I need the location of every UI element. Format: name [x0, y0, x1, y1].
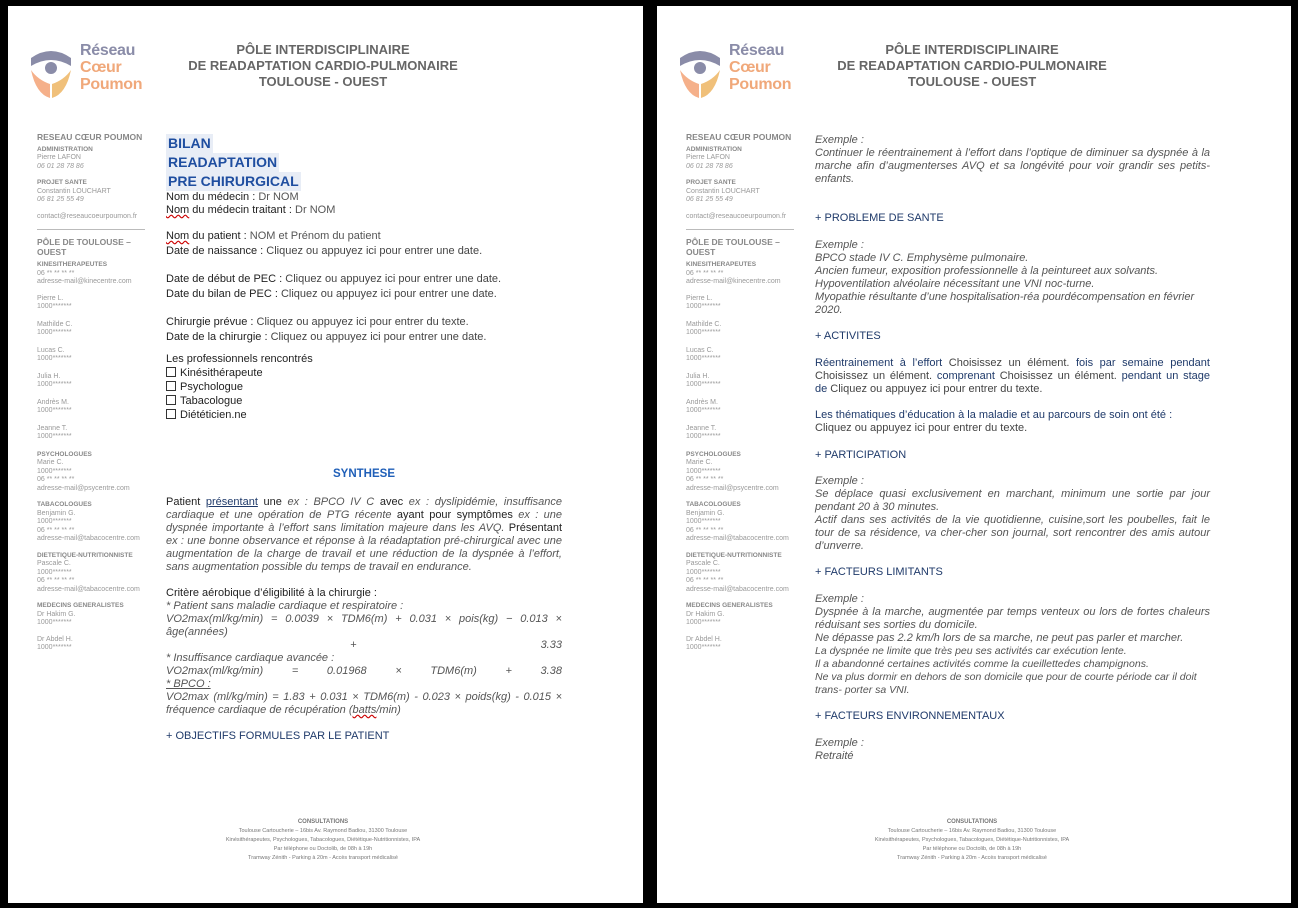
- sidebar-person: Andrès M.: [37, 398, 69, 406]
- text-run: Patient: [166, 496, 206, 508]
- sidebar-number: 1000*******: [37, 644, 72, 651]
- sidebar-person: Pascale C.: [37, 560, 71, 567]
- example-label: Exemple :: [815, 737, 864, 749]
- field-label: Nom du médecin :: [166, 191, 256, 203]
- problem-line: Ancien fumeur, exposition professionnelle à la peintureet aux solvants.: [815, 265, 1159, 277]
- header-line: PÔLE INTERDISCIPLINAIRE: [236, 42, 410, 57]
- field-label: Date de début de PEC :: [166, 273, 283, 285]
- formula-token: VO2max(ml/kg/min): [166, 665, 264, 677]
- text-run: ayant pour symptômes: [391, 509, 519, 521]
- footer-line: Tramway Zénith - Parking à 20m - Accès transport médicalisé: [897, 855, 1047, 861]
- text-run: ex : une bonne observance et réponse à la réadaptation pré-chirurgical avec une augmentation de la charge de travail et une réduction de la dyspnée à l’effort, sans augmentation possible du temps de travail en endurance.: [166, 535, 562, 573]
- text-run: /min): [376, 704, 401, 716]
- footer-line: Toulouse Cartoucherie – 16bis Av. Raymond Badiou, 31300 Toulouse: [238, 828, 408, 834]
- env-value: Retraité: [815, 750, 854, 762]
- sidebar-pole: PÔLE DE TOULOUSE – OUEST: [37, 237, 131, 257]
- document-page-2: [657, 6, 1291, 903]
- sidebar-phone: 06 ** ** ** **: [686, 526, 724, 534]
- formula-token: +: [350, 639, 357, 651]
- sidebar-number: 1000*******: [37, 433, 72, 440]
- reseau-coeur-poumon-logo: [28, 42, 158, 102]
- sidebar-person: Dr Hakim G.: [686, 610, 725, 618]
- page-header: [158, 42, 488, 90]
- header-line: TOULOUSE - OUEST: [907, 74, 1037, 89]
- sidebar-heading: KINESITHERAPEUTES: [37, 261, 108, 268]
- formula-text: VO2max(ml/kg/min) = 0.0039 × TDM6(m) + 0.031 × pois(kg) − 0.013 × âge(années): [166, 613, 562, 638]
- field-label: Chirurgie prévue :: [166, 316, 254, 328]
- formula-row: [166, 665, 562, 678]
- sidebar-heading: MEDECINS GENERALISTES: [686, 602, 773, 609]
- sidebar-person: Pierre L.: [37, 294, 64, 302]
- sidebar-phone: 06 81 25 55 49: [686, 196, 733, 203]
- header-line: TOULOUSE - OUEST: [258, 74, 388, 89]
- page-footer: [158, 818, 488, 863]
- section-heading: + FACTEURS ENVIRONNEMENTAUX: [815, 710, 1005, 722]
- sidebar-heading: TABACOLOGUES: [37, 501, 92, 508]
- footer-line: Kinésithérapeutes, Psychologues, Tabacologues, Diététique-Nutritionnistes, IPA: [225, 837, 421, 843]
- example-label: Exemple :: [815, 593, 864, 605]
- logo-figure-icon: [677, 44, 723, 102]
- date-picker-placeholder[interactable]: Cliquez ou appuyez ici pour entrer une date.: [280, 288, 497, 300]
- text-run: fois par semaine pendant: [1069, 357, 1210, 369]
- checkbox-label: Kinésithérapeute: [180, 367, 263, 379]
- page-1-body: [166, 134, 562, 743]
- sidebar-heading: ADMINISTRATION: [37, 145, 93, 153]
- footer-title: CONSULTATIONS: [297, 819, 349, 825]
- sidebar-heading: PROJET SANTE: [37, 179, 87, 186]
- text-run: présentant: [205, 496, 258, 508]
- sidebar-number: 1000*******: [37, 303, 72, 310]
- header-line: DE READAPTATION CARDIO-PULMONAIRE: [837, 58, 1107, 73]
- sidebar-heading: PROJET SANTE: [686, 179, 736, 186]
- sidebar-divider: [37, 229, 145, 230]
- pro-checkbox[interactable]: [166, 381, 562, 394]
- field-value[interactable]: NOM et Prénom du patient: [249, 230, 381, 242]
- field-label: Date du bilan de PEC :: [166, 288, 278, 300]
- formula-token: =: [291, 665, 299, 677]
- contact-sidebar: [37, 133, 157, 662]
- sidebar-number: 1000*******: [37, 518, 72, 525]
- text-run: ex : BPCO IV C: [287, 496, 375, 508]
- synthese-paragraph[interactable]: [166, 496, 562, 574]
- sidebar-number: 1000*******: [686, 518, 721, 525]
- dropdown-placeholder[interactable]: Choisissez un élément.: [948, 357, 1070, 369]
- section-heading: + PARTICIPATION: [815, 449, 907, 461]
- logo-line-poumon: Poumon: [80, 76, 143, 93]
- sidebar-phone: 06 ** ** ** **: [37, 526, 75, 534]
- sidebar-heading: ADMINISTRATION: [686, 145, 742, 153]
- footer-line: Par téléphone ou Doctolib, de 08h à 19h: [922, 846, 1022, 852]
- checkbox-icon[interactable]: [166, 409, 176, 419]
- footer-line: Kinésithérapeutes, Psychologues, Tabacologues, Diététique-Nutritionnistes, IPA: [874, 837, 1070, 843]
- document-page-1: [8, 6, 643, 903]
- debut-pec-field[interactable]: [166, 273, 562, 286]
- logo-line-coeur: Cœur: [729, 59, 771, 76]
- sidebar-number: 1000*******: [686, 303, 721, 310]
- section-heading: + FACTEURS LIMITANTS: [815, 566, 943, 578]
- text-run: pendant un stage de: [815, 370, 1211, 395]
- sidebar-number: 1000*******: [686, 433, 721, 440]
- checkbox-icon[interactable]: [166, 367, 176, 377]
- naissance-field[interactable]: [166, 245, 562, 258]
- logo-line-poumon: Poumon: [729, 76, 792, 93]
- sidebar-email-link[interactable]: adresse-mail@kinecentre.com: [686, 278, 781, 285]
- sidebar-person: Lucas C.: [686, 346, 714, 354]
- checkbox-label: Diététicien.ne: [180, 409, 247, 421]
- contact-sidebar: [686, 133, 806, 662]
- formula-token: 3.33: [540, 639, 562, 651]
- sidebar-email-link[interactable]: adresse-mail@tabacocentre.com: [686, 585, 789, 593]
- formula-token: +: [505, 665, 512, 677]
- sidebar-phone: 06 ** ** ** **: [37, 476, 75, 483]
- logo-line-reseau: Réseau: [729, 42, 785, 59]
- checkbox-icon[interactable]: [166, 395, 176, 405]
- date-picker-placeholder[interactable]: Cliquez ou appuyez ici pour entrer une date.: [285, 273, 502, 285]
- bilan-title: PRE CHIRURGICAL: [168, 173, 299, 189]
- checkbox-label: Tabacologue: [180, 395, 243, 407]
- sidebar-number: 1000*******: [37, 568, 72, 576]
- sidebar-heading: DIETETIQUE-NUTRITIONNISTE: [686, 551, 782, 559]
- sidebar-person: Dr Abdel H.: [37, 635, 73, 643]
- formula-title: * Patient sans maladie cardiaque et respiratoire :: [166, 600, 404, 612]
- sidebar-number: 1000*******: [686, 619, 721, 626]
- page-header: [807, 42, 1137, 90]
- formula-token: 3.38: [540, 665, 562, 677]
- example-label: Exemple :: [815, 239, 864, 251]
- logo-line-reseau: Réseau: [80, 42, 136, 59]
- formula-token: 0.01968: [326, 665, 367, 677]
- sidebar-heading: KINESITHERAPEUTES: [686, 261, 757, 268]
- sidebar-email-link[interactable]: adresse-mail@tabacocentre.com: [37, 535, 140, 542]
- sidebar-person: Dr Hakim G.: [37, 610, 76, 618]
- sidebar-person: Mathilde C.: [37, 320, 73, 328]
- limitant-line: Ne dépasse pas 2.2 km/h lors de sa marche, ne peut pas parler et marcher.: [815, 632, 1184, 644]
- checkbox-icon[interactable]: [166, 381, 176, 391]
- sidebar-person: Dr Abdel H.: [686, 635, 722, 643]
- sidebar-person: Jeanne T.: [686, 424, 717, 432]
- sidebar-number: 1000*******: [37, 467, 72, 475]
- sidebar-number: 1000*******: [37, 355, 72, 362]
- critere-heading: Critère aérobique d’éligibilité à la chirurgie :: [166, 587, 377, 599]
- synthese-heading: SYNTHESE: [333, 468, 395, 480]
- field-value[interactable]: Dr NOM: [295, 204, 336, 216]
- sidebar-number: 1000*******: [686, 568, 721, 576]
- sidebar-text: Pierre LAFON: [37, 154, 81, 161]
- sidebar-person: Julia H.: [37, 372, 61, 380]
- sidebar-email-link[interactable]: adresse-mail@tabacocentre.com: [37, 585, 140, 593]
- sidebar-number: 1000*******: [686, 355, 721, 362]
- medecin-field[interactable]: [166, 191, 562, 204]
- patient-field[interactable]: [166, 230, 562, 243]
- footer-line: Par téléphone ou Doctolib, de 08h à 19h: [273, 846, 373, 852]
- sidebar-phone: 06 81 25 55 49: [37, 196, 84, 203]
- sidebar-number: 1000*******: [686, 381, 721, 388]
- page-2-body: [815, 134, 1210, 763]
- sidebar-person: Marie C.: [686, 459, 713, 466]
- traitant-field[interactable]: [166, 204, 562, 217]
- field-label: Date de la chirurgie :: [166, 331, 268, 343]
- limitant-line: Dyspnée à la marche, augmentée par temps venteux ou lors de fortes chaleurs réduisant ses sorties du domicile.: [815, 606, 1210, 631]
- pro-checkbox[interactable]: [166, 409, 562, 422]
- sidebar-email-link[interactable]: adresse-mail@psycentre.com: [686, 484, 779, 492]
- text-placeholder[interactable]: Cliquez ou appuyez ici pour entrer du texte.: [256, 316, 469, 328]
- text-run: Réentrainement à l’effort: [815, 357, 943, 369]
- footer-line: Tramway Zénith - Parking à 20m - Accès transport médicalisé: [248, 855, 398, 861]
- sidebar-phone: 06 ** ** ** **: [37, 577, 75, 584]
- sidebar-text: Constantin LOUCHART: [686, 187, 760, 195]
- dropdown-placeholder[interactable]: Choisissez un élément.: [815, 370, 933, 382]
- formula-text: [166, 691, 562, 717]
- sidebar-person: Benjamin G.: [686, 509, 725, 517]
- sidebar-email-link[interactable]: adresse-mail@kinecentre.com: [37, 278, 132, 285]
- sidebar-phone: 06 ** ** ** **: [686, 577, 724, 584]
- footer-title: CONSULTATIONS: [946, 819, 998, 825]
- section-heading: + ACTIVITES: [815, 330, 881, 342]
- sidebar-number: 1000*******: [37, 381, 72, 388]
- sidebar-heading: PSYCHOLOGUES: [37, 450, 92, 458]
- text-run: comprenant: [932, 370, 1000, 382]
- objectifs-heading: + OBJECTIFS FORMULES PAR LE PATIENT: [166, 730, 390, 742]
- sidebar-divider: [686, 229, 794, 230]
- date-picker-placeholder[interactable]: Cliquez ou appuyez ici pour entrer une date.: [270, 331, 487, 343]
- sidebar-org: RESEAU CŒUR POUMON: [686, 132, 792, 142]
- limitant-line: Il a abandonné certaines activités comme la cueillettedes champignons.: [815, 658, 1149, 670]
- limitant-line: Ne va plus dormir en dehors de son domicile que pour de courte période car il doit trans- porter sa VNI.: [815, 671, 1197, 696]
- text-run: ex : une dyspnée importante à l’effort sans limitation majeure dans les AVQ.: [166, 509, 563, 534]
- problem-line: BPCO stade IV C. Emphysème pulmonaire.: [815, 252, 1029, 264]
- sidebar-text: Constantin LOUCHART: [37, 187, 111, 195]
- sidebar-person: Benjamin G.: [37, 509, 76, 517]
- sidebar-person: Pascale C.: [686, 560, 720, 567]
- sidebar-heading: TABACOLOGUES: [686, 501, 741, 508]
- example-label: Exemple :: [815, 134, 864, 146]
- sidebar-text: Pierre LAFON: [686, 154, 730, 161]
- sidebar-phone: 06 ** ** ** **: [686, 476, 724, 483]
- problem-line: Hypoventilation alvéolaire nécessitant une VNI noc-turne.: [815, 278, 1095, 290]
- date-chirurgie-field[interactable]: [166, 331, 562, 344]
- sidebar-person: Pierre L.: [686, 294, 713, 302]
- sidebar-phone: 06 ** ** ** **: [686, 269, 724, 277]
- text-run: batts: [352, 704, 377, 716]
- text-run: Présentant: [504, 522, 562, 534]
- sidebar-person: Lucas C.: [37, 346, 65, 354]
- footer-line: Toulouse Cartoucherie – 16bis Av. Raymond Badiou, 31300 Toulouse: [887, 828, 1057, 834]
- field-label: Nom: [166, 204, 190, 216]
- pro-checkbox[interactable]: [166, 395, 562, 408]
- checkbox-label: Psychologue: [180, 381, 243, 393]
- sidebar-phone: 06 01 28 78 86: [686, 162, 733, 170]
- field-value[interactable]: Dr NOM: [258, 191, 299, 203]
- formula-token: TDM6(m): [430, 665, 477, 677]
- formula-token: ×: [395, 665, 402, 677]
- sidebar-phone: 06 ** ** ** **: [37, 269, 75, 277]
- bilan-pec-field[interactable]: [166, 288, 562, 301]
- sidebar-number: 1000*******: [686, 467, 721, 475]
- chirurgie-field[interactable]: [166, 316, 562, 329]
- text-run: une: [257, 496, 288, 508]
- problem-line: Myopathie résultante d’une hospitalisation-réa pourdécompensation en février 2020.: [815, 291, 1195, 316]
- sidebar-person: Mathilde C.: [686, 320, 722, 328]
- sidebar-number: 1000*******: [37, 619, 72, 626]
- logo-line-coeur: Cœur: [80, 59, 122, 76]
- sidebar-heading: MEDECINS GENERALISTES: [37, 602, 124, 609]
- formula-title: * Insuffisance cardiaque avancée :: [166, 652, 335, 664]
- pros-title: Les professionnels rencontrés: [166, 353, 313, 365]
- pro-checkbox[interactable]: [166, 367, 562, 380]
- sidebar-number: 1000*******: [686, 329, 721, 336]
- sidebar-number: 1000*******: [37, 407, 72, 414]
- formula-title: * BPCO :: [166, 678, 211, 690]
- bilan-title: READAPTATION: [168, 154, 278, 170]
- participation-line: Actif dans ses activités de la vie quotidienne, cuisine,sort les poubelles, fait le tour de sa résidence, va cher-cher son journal, sort rencontrer des amis autour d’unverre.: [815, 514, 1210, 552]
- example-label: Exemple :: [815, 475, 864, 487]
- participation-line: Se déplace quasi exclusivement en marchant, minimum une sortie par jour pendant 20 à 30 minutes.: [815, 488, 1210, 513]
- sidebar-email-link[interactable]: contact@reseaucoeurpoumon.fr: [37, 212, 138, 220]
- text-placeholder[interactable]: Cliquez ou appuyez ici pour entrer du texte.: [815, 422, 1028, 434]
- objectif-text[interactable]: Continuer le réentrainement à l’effort dans l’optique de diminuer sa dyspnée à la marche afin d’augmenterses AVQ et sa longévité pour voir grandir ses petits-enfants.: [815, 147, 1210, 185]
- dropdown-placeholder[interactable]: Choisissez un élément.: [999, 370, 1117, 382]
- sidebar-email-link[interactable]: adresse-mail@tabacocentre.com: [686, 535, 789, 542]
- date-picker-placeholder[interactable]: Cliquez ou appuyez ici pour entrer une date.: [266, 245, 483, 257]
- sidebar-number: 1000*******: [37, 329, 72, 336]
- formula-row: [166, 639, 562, 652]
- sidebar-number: 1000*******: [686, 644, 721, 651]
- sidebar-person: Marie C.: [37, 459, 64, 466]
- text-placeholder[interactable]: Cliquez ou appuyez ici pour entrer du texte.: [830, 383, 1043, 395]
- sidebar-email-link[interactable]: contact@reseaucoeurpoumon.fr: [686, 212, 787, 220]
- section-heading: + PROBLEME DE SANTE: [815, 212, 944, 224]
- field-label: Date de naissance :: [166, 245, 264, 257]
- sidebar-person: Andrès M.: [686, 398, 718, 406]
- sidebar-org: RESEAU CŒUR POUMON: [37, 132, 143, 142]
- header-line: DE READAPTATION CARDIO-PULMONAIRE: [188, 58, 458, 73]
- sidebar-pole: PÔLE DE TOULOUSE – OUEST: [686, 237, 780, 257]
- logo-figure-icon: [28, 44, 74, 102]
- text-run: ex : dyslipidémie, insuffisance cardiaque et une opération de PTG récente: [166, 496, 562, 521]
- sidebar-phone: 06 01 28 78 86: [37, 162, 84, 170]
- sidebar-number: 1000*******: [686, 407, 721, 414]
- page-footer: [807, 818, 1137, 863]
- bilan-title: BILAN: [168, 135, 211, 151]
- header-line: PÔLE INTERDISCIPLINAIRE: [885, 42, 1059, 57]
- sidebar-person: Jeanne T.: [37, 424, 68, 432]
- text-run: VO2max (ml/kg/min) = 1.83 + 0.031 × TDM6(m) - 0.023 × poids(kg) - 0.015 × fréquence cardiaque de récupération (: [166, 691, 562, 716]
- sidebar-email-link[interactable]: adresse-mail@psycentre.com: [37, 484, 130, 492]
- sidebar-heading: DIETETIQUE-NUTRITIONNISTE: [37, 551, 133, 559]
- field-label: du patient :: [189, 230, 247, 242]
- education-label: Les thématiques d’éducation à la maladie et au parcours de soin ont été :: [815, 409, 1173, 421]
- activites-paragraph[interactable]: [815, 357, 1210, 396]
- text-run: avec: [374, 496, 409, 508]
- limitant-line: La dyspnée ne limite que très peu ses activités car exécution lente.: [815, 645, 1127, 657]
- reseau-coeur-poumon-logo: [677, 42, 807, 102]
- sidebar-heading: PSYCHOLOGUES: [686, 450, 741, 458]
- sidebar-person: Julia H.: [686, 372, 710, 380]
- field-label: du médecin traitant :: [189, 204, 292, 216]
- field-label: Nom: [166, 230, 190, 242]
